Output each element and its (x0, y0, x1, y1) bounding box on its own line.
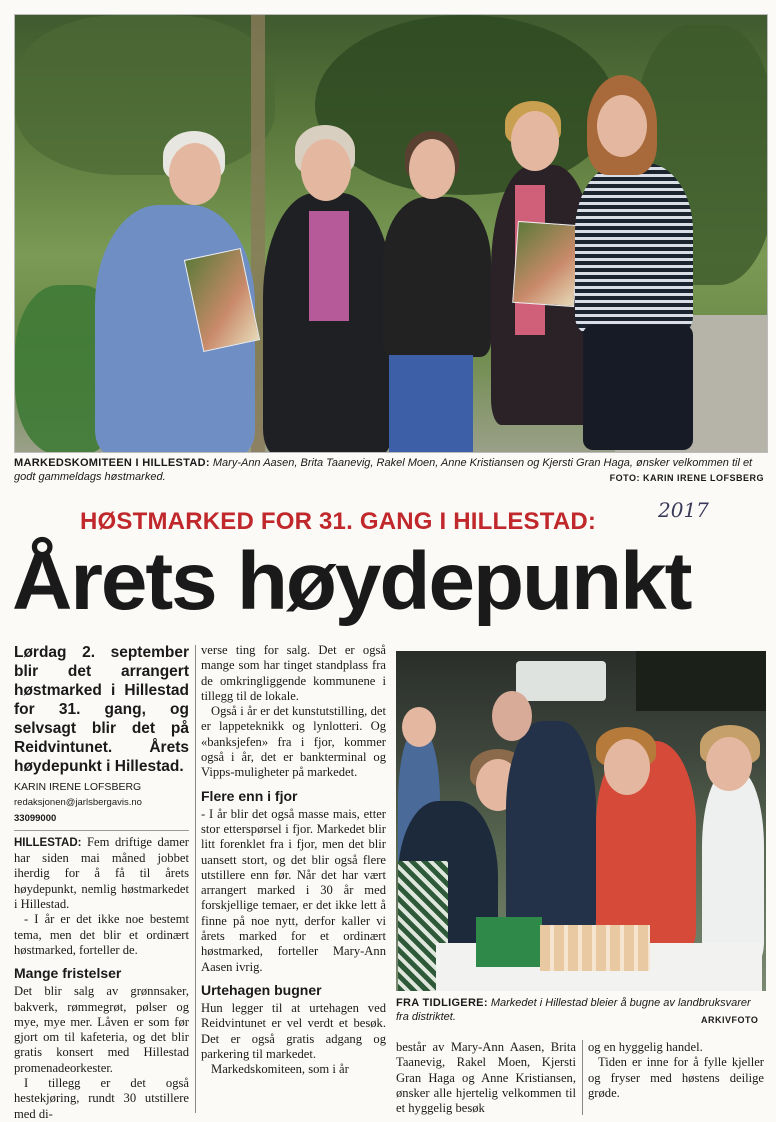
market-photo (396, 651, 766, 991)
caption-label: MARKEDSKOMITEEN I HILLESTAD: (14, 457, 210, 469)
paragraph: - I år er det ikke noe bestemt tema, men det blir et ordinært høstmarked, forteller de. (14, 912, 189, 957)
byline-phone: 33099000 (14, 812, 57, 824)
lede: Lørdag 2. september blir det arrangert høstmarked i Hillestad for 31. gang, og selvsagt blir det på Reidvintunet. Årets høydepunkt i Hillestad. (14, 644, 189, 775)
caption-text: Markedet i Hillestad bleier å bugne av landbruksvarer fra distriktet. (396, 997, 751, 1023)
top-photo (14, 14, 768, 453)
paragraph: Det blir salg av grønnsaker, bakverk, rømmegrøt, pølser og mye, mye mer. Låven er som før gjort om til kafeteria, og det blir gratis konsert med Hillestad promenadeorkester. (14, 984, 189, 1075)
column-2 (201, 643, 386, 1077)
kicker: HØSTMARKED FOR 31. GANG I HILLESTAD: (80, 508, 597, 535)
column-4 (588, 1040, 764, 1101)
archive-credit: ARKIVFOTO (701, 1015, 759, 1025)
paragraph: verse ting for salg. Det er også mange som har tinget standplass fra de omkringliggende kommunene i tillegg til de lokale. (201, 643, 386, 703)
caption-text: Mary-Ann Aasen, Brita Taanevig, Rakel Moen, Anne Kristiansen og Kjersti Gran Haga, ønsker velkommen til et godt gammeldags høstmarked. (14, 457, 753, 483)
caption-label: FRA TIDLIGERE: (396, 997, 488, 1009)
paragraph: Hun legger til at urtehagen ved Reidvintunet er vel verdt et besøk. Det er også gratis adgang og parkering til markedet. (201, 1000, 386, 1061)
paragraph: Markedskomiteen, som i år (211, 1062, 349, 1077)
byline-email: redaksjonen@jarlsbergavis.no (14, 797, 142, 809)
dateline: HILLESTAD: (14, 836, 82, 849)
paragraph: og en hyggelig handel. (588, 1040, 703, 1054)
subheading: Urtehagen bugner (201, 981, 322, 998)
handwritten-year: 2017 (658, 498, 709, 522)
column-3 (396, 1040, 576, 1116)
photo-credit: FOTO: KARIN IRENE LOFSBERG (609, 473, 764, 483)
byline-name: KARIN IRENE LOFSBERG (14, 781, 142, 793)
paragraph: Tiden er inne for å fylle kjeller og fryser med høstens deilige grøde. (588, 1055, 764, 1100)
subheading: Mange fristelser (14, 965, 122, 982)
headline: Årets høydepunkt (12, 536, 691, 627)
paragraph: består av Mary-Ann Aasen, Brita Taanevig, Rakel Moen, Kjersti Gran Haga og Anne Kristiansen, ønsker alle hjertelig velkommen til et hyggelig besøk (396, 1040, 576, 1116)
paragraph: - I år blir det også masse mais, etter stor etterspørsel i fjor. Markedet blir litt forenklet fra i fjor, men det blir uansett stort, og det blir også flere utstillere enn før. Når det har vært arrangert marked i 30 år med forskjellige temaer, er det ikke lett å finne på noe nytt, derfor kaller vi årets marked for et ordinært høstmarked, forteller Mary-Ann Aasen ivrig. (201, 806, 386, 974)
paragraph: I tillegg er det også hestekjøring, rundt 30 utstillere med di- (14, 1076, 189, 1121)
subheading: Flere enn i fjor (201, 787, 298, 804)
paragraph: Også i år er det kunstutstilling, det er lappeteknikk og lynlotteri. Og «banksjefen» fra i fjor, kommer også i år, det er bankterminal og Vipps-muligheter på markedet. (201, 704, 386, 780)
paragraph: HILLESTAD: Fem driftige damer har siden mai måned jobbet iherdig for å få til årets høydepunkt, nemlig høstmarkedet i Hillestad. (14, 834, 189, 912)
column-1 (14, 643, 189, 1122)
